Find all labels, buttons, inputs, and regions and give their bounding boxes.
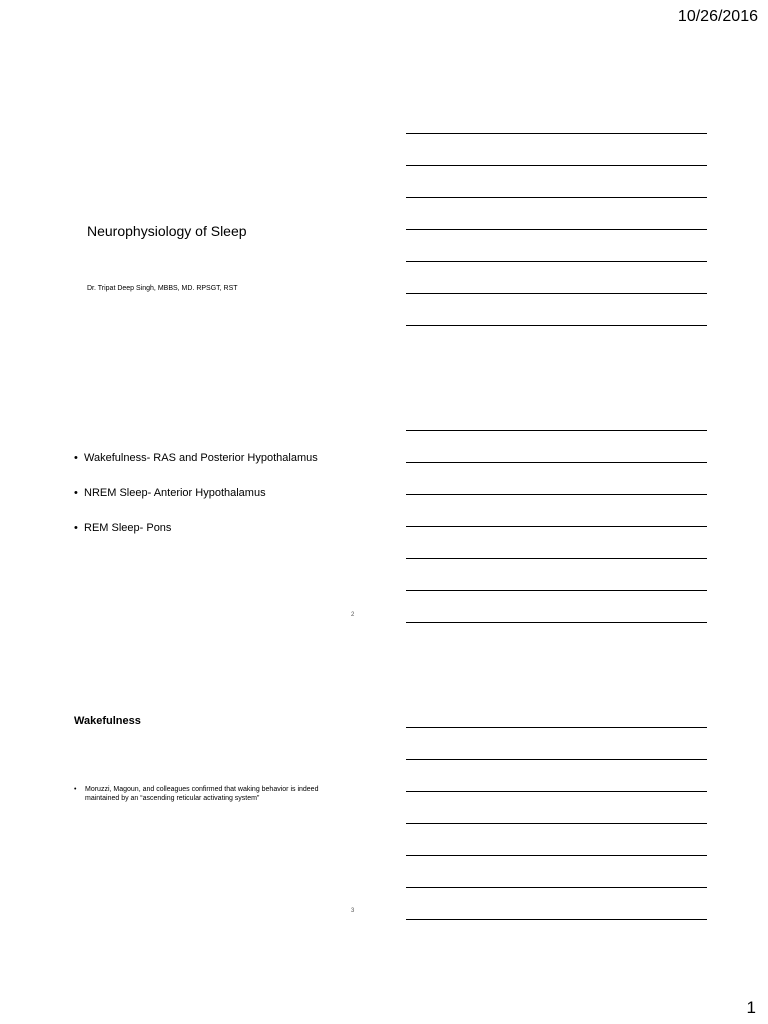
note-line [406,887,707,888]
bullet-text: Moruzzi, Magoun, and colleagues confirmed that waking behavior is indeed maintained by an “ascending reticular activating system” [85,786,319,802]
bullet-list [74,452,318,557]
note-line [406,293,707,294]
slide-heading: Wakefulness [74,715,141,727]
note-line [406,526,707,527]
note-line [406,325,707,326]
slide-title: Neurophysiology of Sleep [87,223,247,239]
slide-subtitle-author: Dr. Tripat Deep Singh, MBBS, MD. RPSGT, RST [87,285,238,292]
note-line [406,261,707,262]
note-line [406,165,707,166]
page-number: 1 [746,998,756,1017]
bullet-text: REM Sleep- Pons [84,522,172,534]
note-line [406,727,707,728]
note-line [406,823,707,824]
bullet-text: Wakefulness- RAS and Posterior Hypothalamus [84,452,318,464]
slide-2-thumbnail [62,410,362,660]
bullet-glyph: • [74,786,77,793]
note-line [406,590,707,591]
bullet-text: NREM Sleep- Anterior Hypothalamus [84,487,266,499]
note-line [406,430,707,431]
note-line [406,622,707,623]
bullet-item [74,487,318,500]
note-line [406,558,707,559]
note-line [406,919,707,920]
note-line [406,197,707,198]
note-line [406,791,707,792]
bullet-glyph: • [74,487,78,499]
slide-number-mark: 3 [351,908,355,914]
note-line [406,133,707,134]
note-line [406,855,707,856]
slide-3-thumbnail [62,705,362,955]
slide-number-mark: 2 [351,612,355,618]
page-date: 10/26/2016 [677,8,758,25]
bullet-glyph: • [74,452,78,464]
note-line [406,494,707,495]
bullet-item [74,522,318,535]
bullet-glyph: • [74,522,78,534]
note-line [406,462,707,463]
notes-lines-slide-1 [406,133,707,357]
notes-lines-slide-2 [406,430,707,654]
slide-1-thumbnail [62,110,362,360]
bullet-item [74,452,318,465]
note-line [406,229,707,230]
notes-lines-slide-3 [406,727,707,951]
note-line [406,759,707,760]
bullet-item [74,785,354,803]
